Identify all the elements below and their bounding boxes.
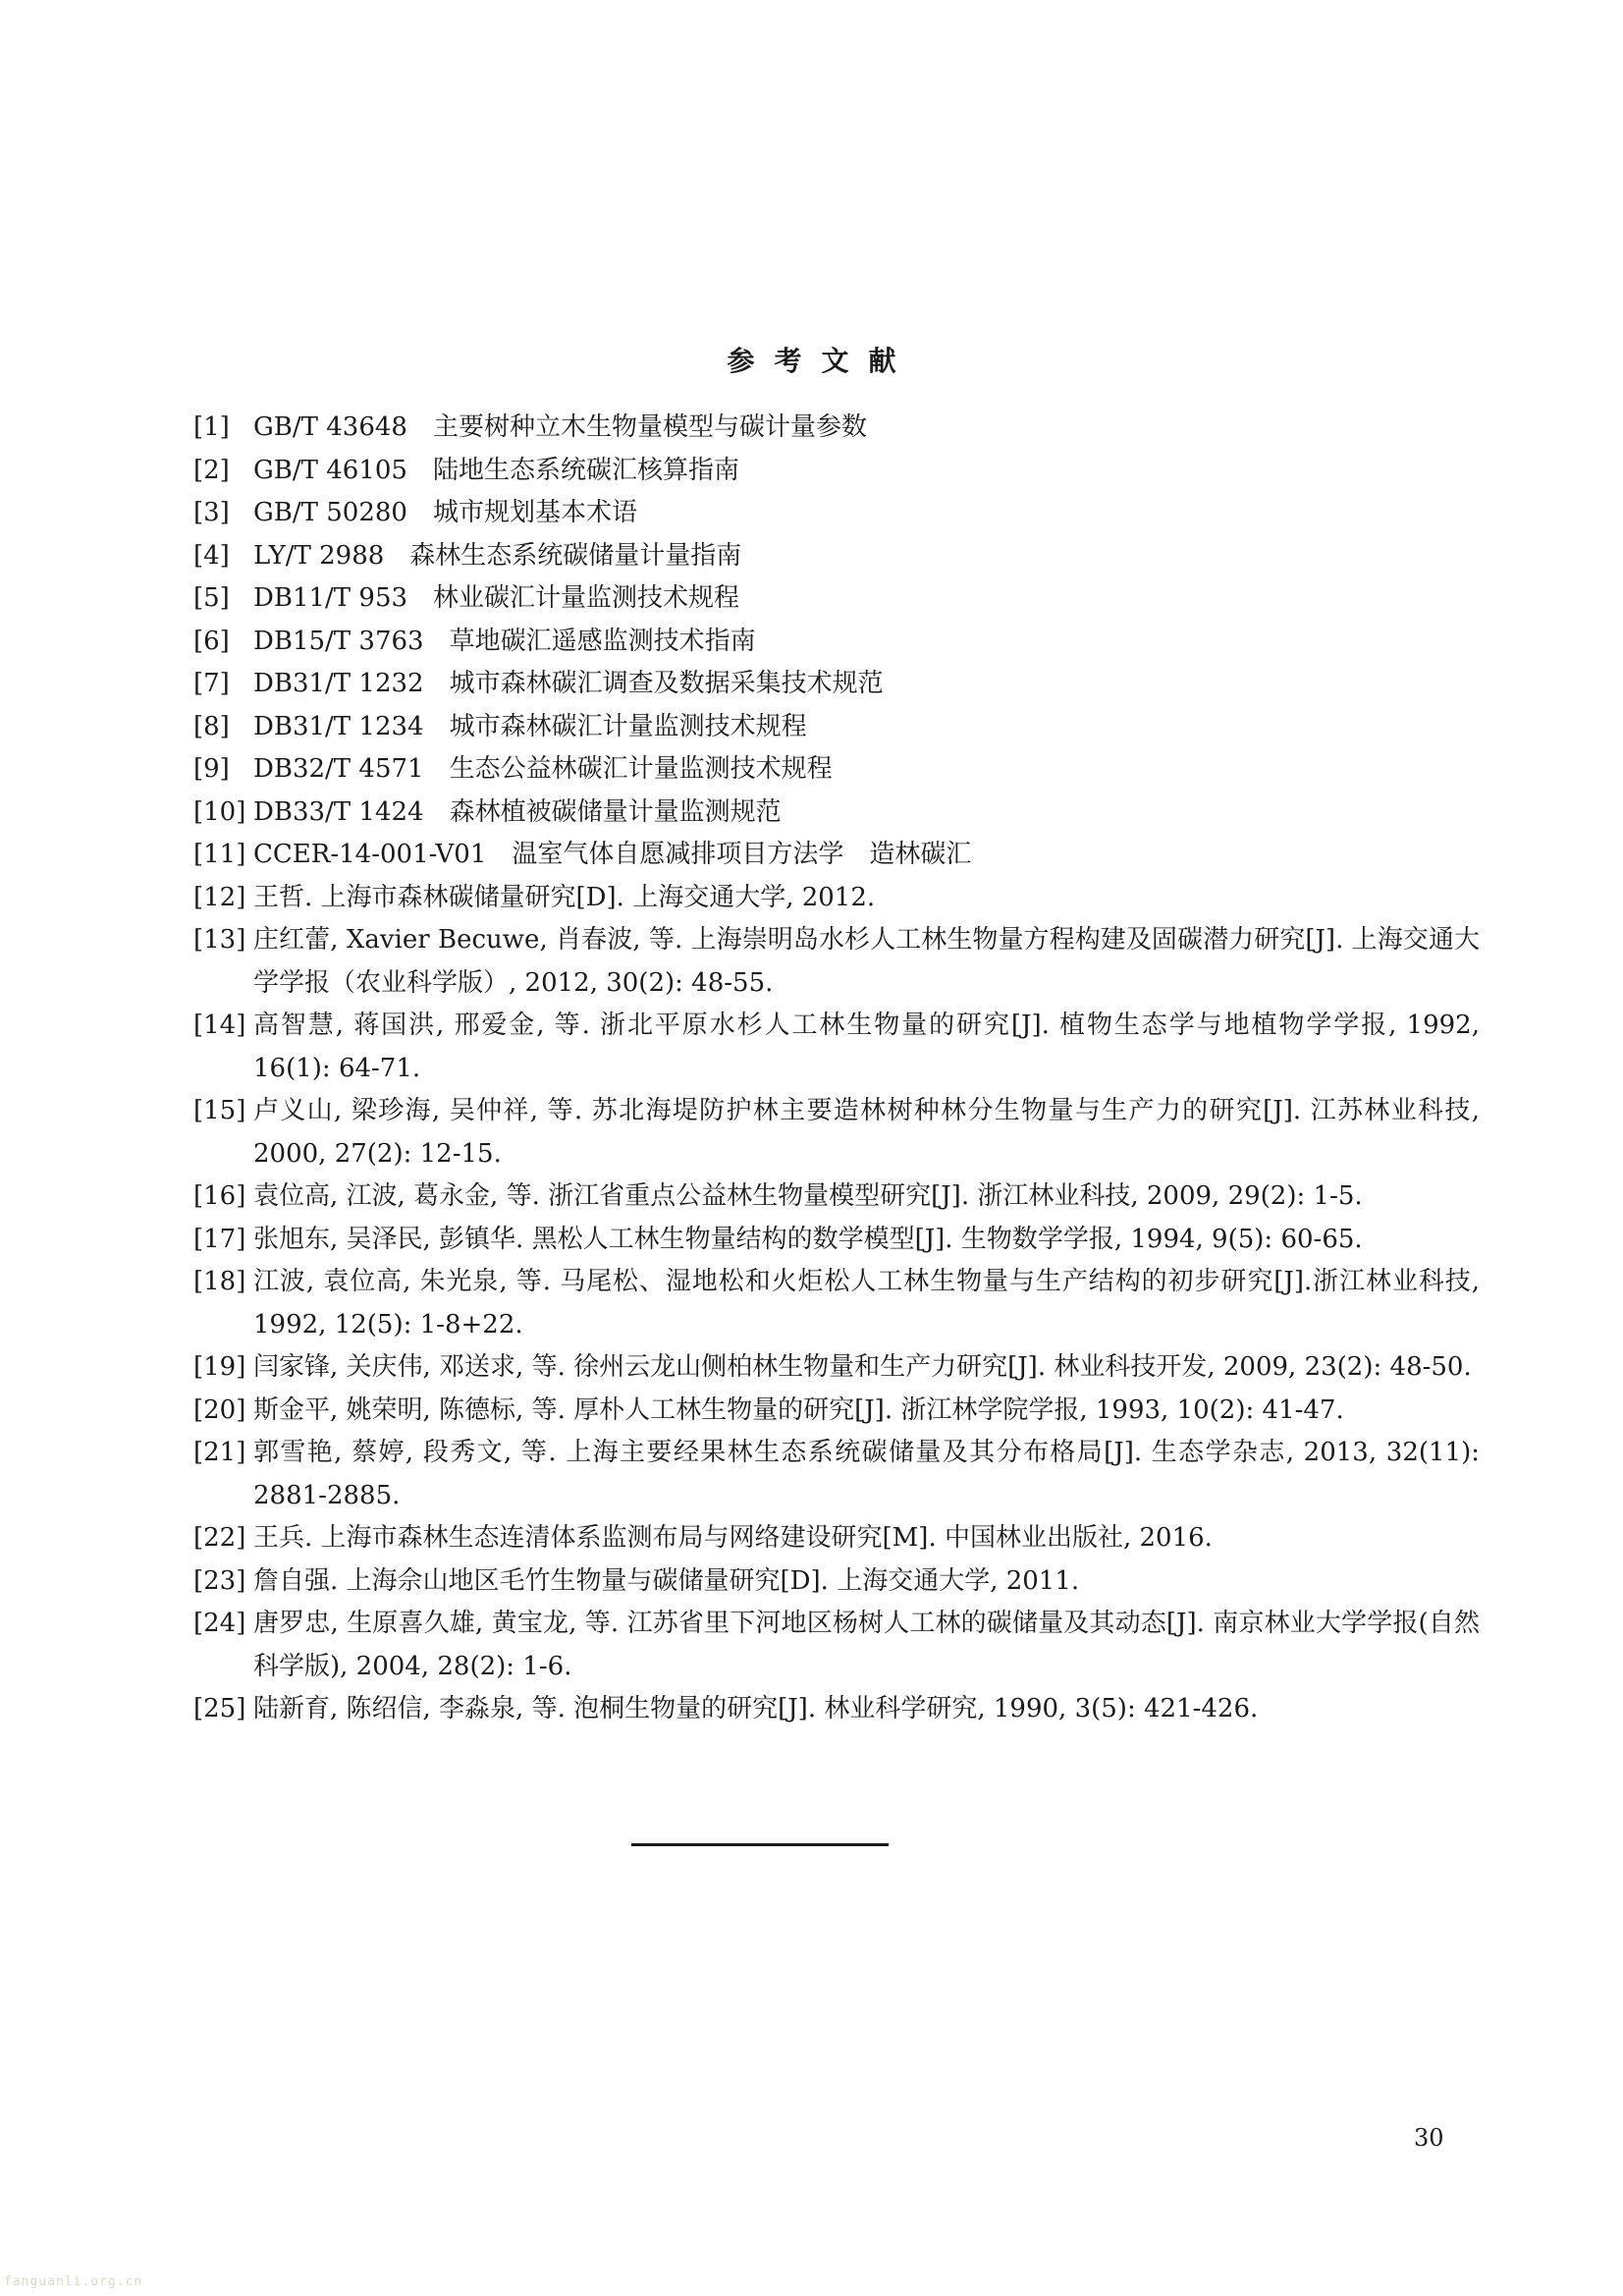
site-watermark: fanguanli.org.cn (4, 2274, 143, 2289)
reference-number: [10] (193, 796, 246, 827)
reference-text: DB33/T 1424 森林植被碳储量计量监测规范 (253, 796, 782, 827)
reference-number: [11] (193, 840, 246, 869)
reference-number: [4] (193, 540, 230, 571)
reference-text: 袁位高, 江波, 葛永金, 等. 浙江省重点公益林生物量模型研究[J]. 浙江林业科技, 2009, 29(2): 1-5. (253, 1181, 1363, 1211)
reference-number: [6] (193, 626, 230, 656)
reference-text: 高智慧, 蒋国洪, 邢爱金, 等. 浙北平原水杉人工林生物量的研究[J]. 植物生态学与地植物学学报, 1992, 16(1): 64-71. (253, 1011, 1480, 1083)
reference-text: 詹自强. 上海佘山地区毛竹生物量与碳储量研究[D]. 上海交通大学, 2011. (253, 1565, 1080, 1596)
reference-number: [8] (193, 711, 230, 741)
reference-number: [20] (193, 1394, 246, 1425)
references-heading: 参考文献 (727, 345, 916, 377)
reference-text: DB31/T 1232 城市森林碳汇调查及数据采集技术规范 (253, 669, 884, 698)
reference-number: [9] (193, 754, 230, 784)
reference-text: DB11/T 953 林业碳汇计量监测技术规程 (253, 583, 740, 613)
reference-text: 斯金平, 姚荣明, 陈德标, 等. 厚朴人工林生物量的研究[J]. 浙江林学院学报, 1993, 10(2): 41-47. (253, 1394, 1344, 1425)
reference-text: CCER-14-001-V01 温室气体自愿减排项目方法学 造林碳汇 (253, 840, 972, 869)
reference-number: [1] (193, 412, 230, 442)
reference-item (193, 492, 1480, 535)
reference-number: [5] (193, 583, 230, 613)
reference-item (193, 1688, 1480, 1731)
reference-number: [18] (193, 1267, 246, 1296)
reference-text: 卢义山, 梁珍海, 吴仲祥, 等. 苏北海堤防护林主要造林树种林分生物量与生产力的研究[J]. 江苏林业科技, 2000, 27(2): 12-15. (253, 1096, 1480, 1169)
reference-number: [3] (193, 498, 230, 527)
reference-number: [7] (193, 669, 230, 698)
reference-item (193, 1346, 1480, 1390)
reference-text: 陆新育, 陈绍信, 李淼泉, 等. 泡桐生物量的研究[J]. 林业科学研究, 1990, 3(5): 421-426. (253, 1694, 1259, 1723)
reference-item (193, 1390, 1480, 1433)
reference-text: 郭雪艳, 蔡婷, 段秀文, 等. 上海主要经果林生态系统碳储量及其分布格局[J]. 生态学杂志, 2013, 32(11): 2881-2885. (253, 1438, 1480, 1510)
reference-item (193, 1175, 1480, 1219)
reference-number: [16] (193, 1181, 246, 1211)
reference-item (193, 748, 1480, 792)
reference-item (193, 877, 1480, 920)
reference-number: [22] (193, 1523, 246, 1553)
reference-text: GB/T 50280 城市规划基本术语 (253, 498, 637, 527)
reference-text: 江波, 袁位高, 朱光泉, 等. 马尾松、湿地松和火炬松人工林生物量与生产结构的初步研究[J].浙江林业科技, 1992, 12(5): 1-8+22. (253, 1267, 1480, 1339)
reference-text: DB15/T 3763 草地碳汇遥感监测技术指南 (253, 626, 756, 656)
reference-item (193, 1560, 1480, 1604)
reference-item (193, 407, 1480, 450)
page-number: 30 (1414, 2124, 1444, 2152)
reference-text: DB31/T 1234 城市森林碳汇计量监测技术规程 (253, 711, 807, 741)
reference-item (193, 663, 1480, 706)
reference-item (193, 834, 1480, 877)
reference-text: 王哲. 上海市森林碳储量研究[D]. 上海交通大学, 2012. (253, 882, 876, 912)
reference-text: 张旭东, 吴泽民, 彭镇华. 黑松人工林生物量结构的数学模型[J]. 生物数学学报, 1994, 9(5): 60-65. (253, 1224, 1363, 1254)
reference-item (193, 919, 1480, 1005)
reference-text: GB/T 43648 主要树种立木生物量模型与碳计量参数 (253, 412, 867, 442)
reference-item (193, 621, 1480, 664)
end-rule (631, 1843, 889, 1846)
reference-text: 闫家锋, 关庆伟, 邓送求, 等. 徐州云龙山侧柏林生物量和生产力研究[J]. 林业科技开发, 2009, 23(2): 48-50. (253, 1352, 1472, 1382)
reference-item (193, 450, 1480, 493)
reference-number: [25] (193, 1694, 246, 1723)
reference-number: [2] (193, 455, 230, 485)
reference-number: [15] (193, 1096, 246, 1125)
reference-text: 唐罗忠, 生原喜久雄, 黄宝龙, 等. 江苏省里下河地区杨树人工林的碳储量及其动态[J]. 南京林业大学学报(自然科学版), 2004, 28(2): 1-6. (253, 1609, 1480, 1681)
reference-item (193, 1261, 1480, 1346)
reference-text: 庄红蕾, Xavier Becuwe, 肖春波, 等. 上海崇明岛水杉人工林生物量方程构建及固碳潜力研究[J]. 上海交通大学学报（农业科学版）, 2012, 30(2): 48-55. (253, 925, 1480, 998)
reference-item (193, 792, 1480, 835)
reference-item (193, 1432, 1480, 1517)
reference-number: [12] (193, 882, 246, 912)
reference-item (193, 1603, 1480, 1688)
reference-item (193, 1517, 1480, 1560)
reference-number: [13] (193, 925, 246, 955)
reference-item (193, 706, 1480, 749)
reference-number: [19] (193, 1352, 246, 1382)
reference-text: 王兵. 上海市森林生态连清体系监测布局与网络建设研究[M]. 中国林业出版社, 2016. (253, 1523, 1213, 1553)
reference-number: [17] (193, 1224, 246, 1254)
reference-text: LY/T 2988 森林生态系统碳储量计量指南 (253, 540, 742, 571)
reference-number: [24] (193, 1609, 246, 1638)
reference-text: DB32/T 4571 生态公益林碳汇计量监测技术规程 (253, 754, 833, 784)
reference-number: [21] (193, 1438, 246, 1467)
reference-item (193, 535, 1480, 578)
reference-number: [14] (193, 1011, 246, 1040)
reference-number: [23] (193, 1565, 246, 1596)
reference-item (193, 577, 1480, 621)
reference-list (193, 407, 1480, 1731)
reference-item (193, 1005, 1480, 1090)
reference-item (193, 1090, 1480, 1175)
reference-item (193, 1219, 1480, 1262)
reference-text: GB/T 46105 陆地生态系统碳汇核算指南 (253, 455, 739, 485)
